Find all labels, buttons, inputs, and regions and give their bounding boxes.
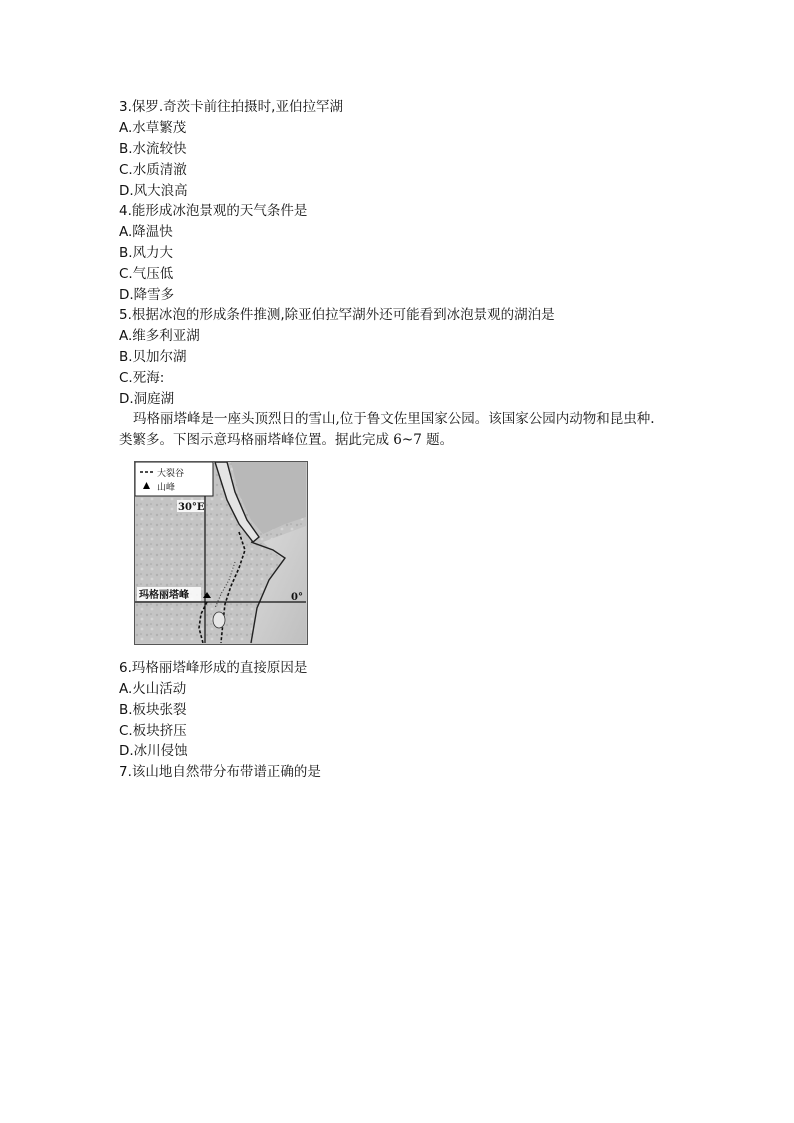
question-3-option-a: A.水草繁茂 <box>119 120 187 136</box>
question-4-option-b: B.风力大 <box>119 245 174 261</box>
question-6-option-b: B.板块张裂 <box>119 702 187 718</box>
legend-rift-label: 大裂谷 <box>157 469 185 479</box>
legend-peak-label: 山峰 <box>157 483 176 493</box>
question-6-stem: 6.玛格丽塔峰形成的直接原因是 <box>119 660 308 676</box>
passage <box>119 409 679 451</box>
question-3-option-c: C.水质清澈 <box>119 162 187 178</box>
question-5-option-c: C.死海: <box>119 370 165 386</box>
question-3-stem: 3.保罗.奇茨卡前往拍摄时,亚伯拉罕湖 <box>119 99 343 115</box>
question-6-option-c: C.板块挤压 <box>119 723 187 739</box>
question-5-option-b: B.贝加尔湖 <box>119 349 187 365</box>
question-5-option-a: A.维多利亚湖 <box>119 328 200 344</box>
question-6-option-a: A.火山活动 <box>119 681 187 697</box>
question-4-option-d: D.降雪多 <box>119 287 175 303</box>
question-7-stem: 7.该山地自然带分布带谱正确的是 <box>119 764 321 780</box>
passage-line-1: 玛格丽塔峰是一座头顶烈日的雪山,位于鲁文佐里国家公园。该国家公园内动物和昆虫种. <box>133 411 655 427</box>
question-3-option-d: D.风大浪高 <box>119 183 188 199</box>
question-5-stem: 5.根据冰泡的形成条件推测,除亚伯拉罕湖外还可能看到冰泡景观的湖泊是 <box>119 307 555 323</box>
lake-victoria <box>213 612 225 628</box>
question-5-option-d: D.洞庭湖 <box>119 391 175 407</box>
question-6-option-d: D.冰川侵蚀 <box>119 743 188 759</box>
passage-line-2: 类繁多。下图示意玛格丽塔峰位置。据此完成 6~7 题。 <box>119 432 454 448</box>
latitude-label: 0° <box>291 592 303 603</box>
map-svg <box>135 462 306 643</box>
longitude-label: 30°E <box>178 502 205 513</box>
question-4-option-a: A.降温快 <box>119 224 173 240</box>
location-map <box>134 461 308 645</box>
question-3-option-b: B.水流较快 <box>119 141 187 157</box>
question-4-stem: 4.能形成冰泡景观的天气条件是 <box>119 203 308 219</box>
peak-name-label: 玛格丽塔峰 <box>139 590 189 601</box>
question-4-option-c: C.气压低 <box>119 266 174 282</box>
